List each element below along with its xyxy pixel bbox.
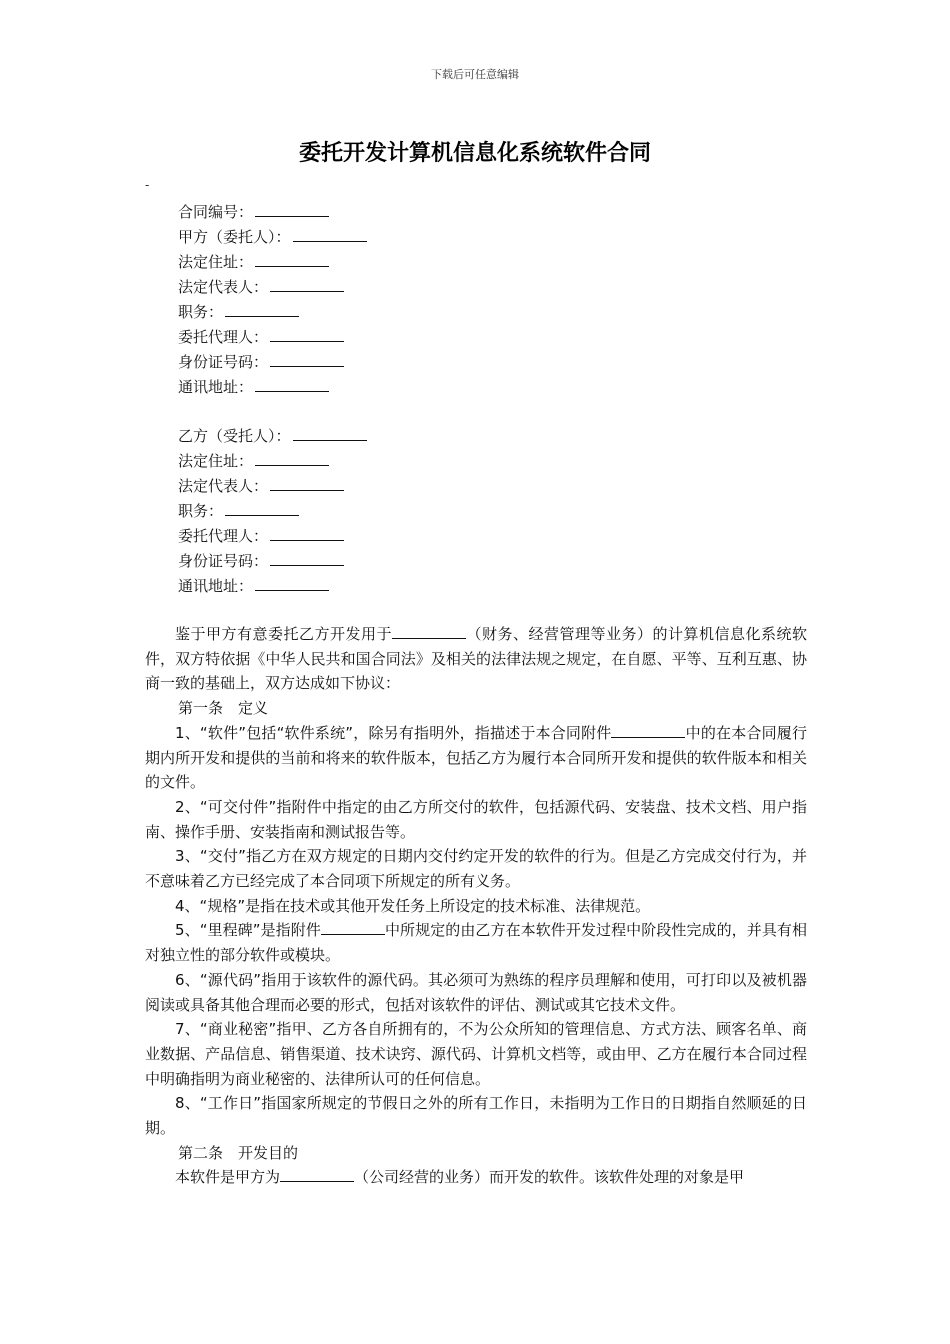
document-title: 委托开发计算机信息化系统软件合同 xyxy=(298,141,651,166)
definition-5-text-end: 中所规定的由乙方在本软件开发过程中阶段性完成的，并具有相对独立性的部分软件或模块。 xyxy=(145,921,807,965)
fill-blank xyxy=(392,623,466,639)
preamble-text-start: 鉴于甲方有意委托乙方开发用于 xyxy=(175,625,392,643)
definition-2: 2、“可交付件”指附件中指定的由乙方所交付的软件，包括源代码、安装盘、技术文档、用户指南、操作手册、安装指南和测试报告等。 xyxy=(145,797,807,841)
party-b-legal-rep-field xyxy=(178,474,738,499)
party-a-legal-rep-field xyxy=(178,275,738,300)
definition-5 xyxy=(145,918,807,967)
field-label: 通讯地址： xyxy=(178,378,254,396)
article-2-text-start: 本软件是甲方为 xyxy=(175,1168,281,1187)
definition-7: 7、“商业秘密”指甲、乙方各自所拥有的，不为公众所知的管理信息、方式方法、顾客名单、商业数据、产品信息、销售渠道、技术诀窍、源代码、计算机文档等，或由甲、乙方在履行本合同过程中明确指明为商业秘密的、法律所认可的任何信息。 xyxy=(145,1020,807,1088)
party-b-id-number-field xyxy=(178,549,738,574)
party-a-id-number-field xyxy=(178,350,738,375)
contract-number-field xyxy=(178,200,738,225)
header-note: 下载后可任意编辑 xyxy=(431,68,519,81)
party-b-agent-field xyxy=(178,524,738,549)
party-b-name-field xyxy=(178,424,738,449)
field-label: 身份证号码： xyxy=(178,552,269,570)
field-label: 法定住址： xyxy=(178,452,254,470)
definition-6: 6、“源代码”指用于该软件的源代码。其必须可为熟练的程序员理解和使用，可打印以及被机器阅读或具备其他合理而必要的形式，包括对该软件的评估、测试或其它技术文件。 xyxy=(145,970,807,1014)
fill-blank xyxy=(321,919,385,935)
fill-blank xyxy=(225,301,299,317)
party-a-agent-field xyxy=(178,325,738,350)
field-label: 委托代理人： xyxy=(178,328,269,346)
article-2-text-end: （公司经营的业务）而开发的软件。该软件处理的对象是甲 xyxy=(354,1168,745,1187)
fill-blank xyxy=(293,226,367,242)
dash-mark: - xyxy=(145,178,150,192)
fill-blank xyxy=(225,500,299,516)
field-label: 职务： xyxy=(178,502,224,520)
field-label: 法定代表人： xyxy=(178,278,269,296)
fill-blank xyxy=(255,450,329,466)
field-label: 身份证号码： xyxy=(178,353,269,371)
fill-blank xyxy=(255,251,329,267)
party-b-address-field xyxy=(178,449,738,474)
fill-blank xyxy=(270,525,344,541)
fill-blank xyxy=(293,425,367,441)
definition-4: 4、“规格”是指在技术或其他开发任务上所设定的技术标准、法律规范。 xyxy=(175,896,651,915)
field-label: 甲方（委托人）： xyxy=(178,228,291,246)
fill-blank xyxy=(280,1166,354,1182)
definition-1-text-end: 中的在本合同履行期内所开发和提供的当前和将来的软件版本，包括乙方为履行本合同所开发和提供的软件版本和相关的文件。 xyxy=(145,723,807,792)
field-label: 合同编号： xyxy=(178,203,254,221)
field-label: 法定代表人： xyxy=(178,477,269,495)
fill-blank xyxy=(270,475,344,491)
field-label: 乙方（受托人）： xyxy=(178,427,291,445)
article-2-text xyxy=(145,1165,807,1190)
party-a-position-field xyxy=(178,300,738,325)
contract-body xyxy=(145,622,807,1190)
definition-1-text-start: 1、“软件”包括“软件系统”，除另有指明外，指描述于本合同附件 xyxy=(175,723,612,742)
party-a-fields xyxy=(178,200,738,400)
party-b-mailing-address-field xyxy=(178,574,738,599)
article-2-heading: 第二条 开发目的 xyxy=(178,1143,299,1162)
fill-blank xyxy=(270,326,344,342)
fill-blank xyxy=(270,550,344,566)
party-b-position-field xyxy=(178,499,738,524)
definition-3: 3、“交付”指乙方在双方规定的日期内交付约定开发的软件的行为。但是乙方完成交付行为，并不意味着乙方已经完成了本合同项下所规定的所有义务。 xyxy=(145,847,807,891)
fill-blank xyxy=(270,351,344,367)
definition-8: 8、“工作日”指国家所规定的节假日之外的所有工作日，未指明为工作日的日期指自然顺延的日期。 xyxy=(145,1094,807,1138)
field-label: 法定住址： xyxy=(178,253,254,271)
fill-blank xyxy=(611,722,685,738)
field-label: 职务： xyxy=(178,303,224,321)
party-b-fields xyxy=(178,424,738,599)
fill-blank xyxy=(255,376,329,392)
party-a-mailing-address-field xyxy=(178,375,738,400)
definition-5-text-start: 5、“里程碑”是指附件 xyxy=(175,921,321,940)
preamble-paragraph xyxy=(145,622,807,696)
fill-blank xyxy=(270,276,344,292)
definition-1 xyxy=(145,721,807,795)
preamble-text-end: （财务、经营管理等业务）的计算机信息化系统软件，双方特依据《中华人民共和国合同法》及相关的法律法规之规定，在自愿、平等、互利互惠、协商一致的基础上，双方达成如下协议： xyxy=(145,625,807,693)
party-a-name-field xyxy=(178,225,738,250)
article-1-heading: 第一条 定义 xyxy=(178,699,269,718)
party-a-address-field xyxy=(178,250,738,275)
fill-blank xyxy=(255,575,329,591)
fill-blank xyxy=(255,201,329,217)
field-label: 通讯地址： xyxy=(178,577,254,595)
field-label: 委托代理人： xyxy=(178,527,269,545)
